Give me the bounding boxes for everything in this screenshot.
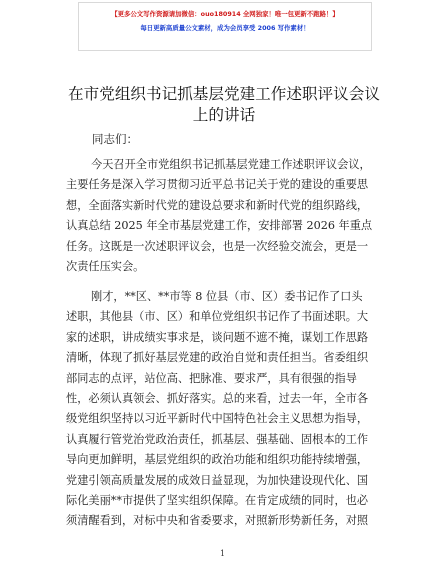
document-title-line: 在市党组织书记抓基层党建工作述职评议会议 bbox=[68, 85, 380, 103]
page-number: 1 bbox=[220, 549, 226, 558]
text-line: 刚才，**区、**市等 8 位县（市、区）委书记作了口头 bbox=[91, 290, 363, 303]
text-line: 今天召开全市党组织书记抓基层党建工作述职评议会议， bbox=[91, 158, 371, 171]
promo-banner bbox=[78, 2, 372, 51]
paragraph-1 bbox=[66, 155, 384, 277]
text-line: 想，全面落实新时代党的建设总要求和新时代党的组织路线， bbox=[66, 198, 369, 212]
document-title-line: 上的讲话 bbox=[192, 106, 256, 124]
text-line: 认真总结 2025 年全市基层党建工作，安排部署 2026 年重点 bbox=[66, 219, 373, 233]
text-line: 部同志的点评，站位高、把脉准、要求严，具有很强的指导 bbox=[66, 371, 357, 385]
promo-banner-line-1: 【更多公文写作资源请加微信：ouo180914 全网独家！唯一包更新不跑路！】 bbox=[111, 10, 339, 18]
text-line: 性，必须认真领会、抓好落实。总的来看，过去一年，全市各 bbox=[66, 391, 369, 405]
text-line: 导向更加鲜明，基层党组织的政治功能和组织功能持续增强， bbox=[66, 453, 369, 467]
text-line: 主要任务是深入学习贯彻习近平总书记关于党的建设的重要思 bbox=[66, 178, 369, 192]
text-line: 清晰，体现了抓好基层党建的政治自觉和责任担当。省委组织 bbox=[66, 351, 369, 365]
text-line: 际化美丽**市提供了坚实组织保障。在肯定成绩的同时，也必 bbox=[66, 493, 369, 507]
text-line: 任务。这既是一次述职评议会，也是一次经验交流会，更是一 bbox=[66, 239, 369, 253]
greeting: 同志们： bbox=[92, 132, 138, 146]
paragraph-2 bbox=[66, 287, 384, 532]
promo-banner-line-2: 每日更新高质量公文素材，成为会员享受 2006 写作素材！ bbox=[140, 24, 310, 32]
document-title bbox=[40, 84, 408, 126]
text-line: 级党组织坚持以习近平新时代中国特色社会主义思想为指导， bbox=[66, 412, 369, 426]
text-line: 党建引领高质量发展的成效日益显现，为加快建设现代化、国 bbox=[66, 473, 369, 487]
text-line: 家的述职，讲成绩实事求是，谈问题不遮不掩，谋划工作思路 bbox=[66, 330, 369, 344]
text-line: 述职，其他县（市、区）和单位党组织书记作了书面述职。大 bbox=[66, 310, 369, 324]
text-line: 认真履行管党治党政治责任，抓基层、强基础、固根本的工作 bbox=[66, 432, 369, 446]
text-line: 须清醒看到，对标中央和省委要求，对照新形势新任务，对照 bbox=[66, 514, 369, 528]
text-line: 次责任压实会。 bbox=[66, 259, 145, 273]
